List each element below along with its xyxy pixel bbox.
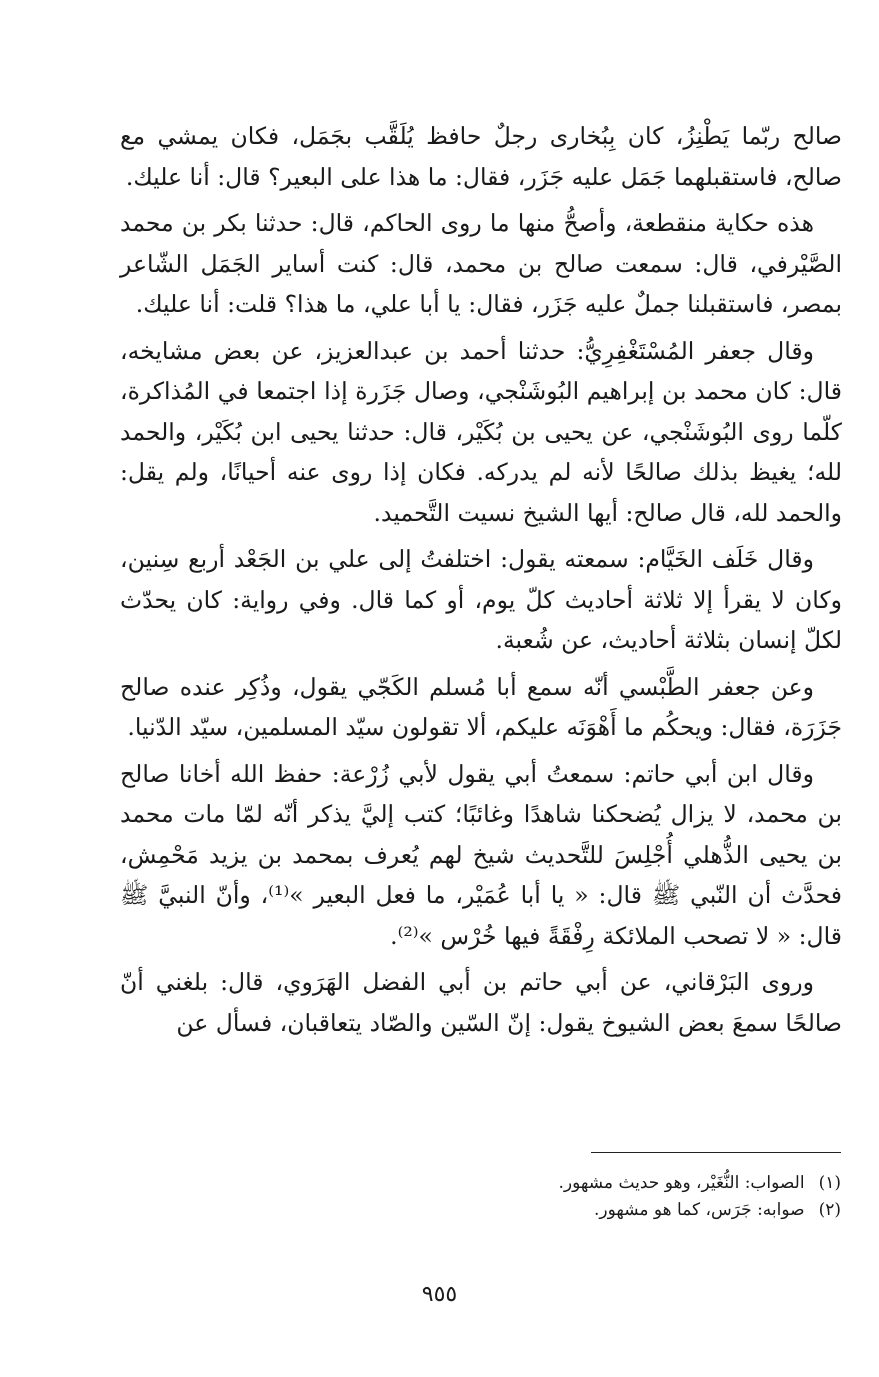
paragraph-1: صالح ربّما يَطْنِزُ، كان بِبُخارى رجلٌ حافظ يُلَقَّب بجَمَل، فكان يمشي مع صالح، فاستقبلهما جَمَل عليه جَزَر، فقال: ما هذا على البعير؟ قال: أنا عليك. [120,122,843,191]
main-text [120,116,842,1049]
paragraph-5: وعن جعفر الطَّبْسي أنّه سمع أبا مُسلم الكَجّي يقول، وذُكِر عنده صالح جَزَرَة، فقال: ويحكُم ما أَهْوَنَه عليكم، ألا تقولون سيّد المسلمين، سيّد الدّنيا. [120,672,842,741]
footnotes [341,1170,841,1224]
paragraph-3: وقال جعفر المُسْتَغْفِرِيُّ: حدثنا أحمد بن عبدالعزيز، عن بعض مشايخه، قال: كان محمد بن إبراهيم البُوشَنْجي، وصال جَزَرة إذا اجتمعا في المُذاكرة، كلّما روى البُوشَنْجي، عن يحيى بن بُكَيْر، قال: حدثنا يحيى ابن بُكَيْر، والحمد لله؛ يغيظ بذلك صالحًا لأنه لم يدركه. فكان إذا روى عنه أحيانًا، ولم يقل: والحمد لله، قال صالح: أيها الشيخ نسيت التَّحميد. [120,336,842,527]
paragraph-6: وقال ابن أبي حاتم: سمعتُ أبي يقول لأبي زُرْعة: حفظ الله أخانا صالح بن محمد، لا يزال يُضحكنا شاهدًا وغائبًا؛ كتب إليَّ يذكر أنّه لمّا مات محمد بن يحيى الذُّهلي أُجْلِسَ للتَّحديث شيخ لهم يُعرف بمحمد بن يزيد مَحْمِش، فحدَّث أن النّبي ﷺ قال: « يا أبا عُمَيْر، ما فعل البعير »⁽¹⁾، وأنّ النبيَّ ﷺ قال: « لا تصحب الملائكة رِفْقَةً فيها خُرْس »⁽²⁾. [120,759,842,950]
footnote-number: (٢) [818,1200,841,1220]
footnote-text: صوابه: جَرَس، كما هو مشهور. [593,1200,805,1220]
paragraph-2: هذه حكاية منقطعة، وأصحُّ منها ما روى الحاكم، قال: حدثنا بكر بن محمد الصَّيْرفي، قال: سمعت صالح بن محمد، قال: كنت أساير الجَمَل الشّاعر بمصر، فاستقبلنا جملٌ عليه جَزَر، فقال: يا أبا علي، ما هذا؟ قلت: أنا عليك. [120,209,842,318]
paragraph-7: وروى البَرْقاني، عن أبي حاتم بن أبي الفضل الهَرَوي، قال: بلغني أنّ صالحًا سمعَ بعض الشيوخ يقول: إنّ السّين والصّاد يتعاقبان، فسأل عن [120,968,842,1037]
footnote-2 [341,1197,841,1224]
footnote-divider [591,1152,841,1153]
paragraph-4: وقال خَلَف الخَيَّام: سمعته يقول: اختلفتُ إلى علي بن الجَعْد أربع سِنين، وكان لا يقرأ إلا ثلاثة أحاديث كلّ يوم، أو كما قال. وفي رواية: كان يحدّث لكلّ إنسان بثلاثة أحاديث، عن شُعبة. [120,545,842,654]
footnote-text: الصواب: النُّغَيْر، وهو حديث مشهور. [558,1173,805,1193]
footnote-1 [341,1170,841,1197]
page-number: ٩٥٥ [421,1282,458,1307]
footnote-number: (١) [818,1173,841,1193]
